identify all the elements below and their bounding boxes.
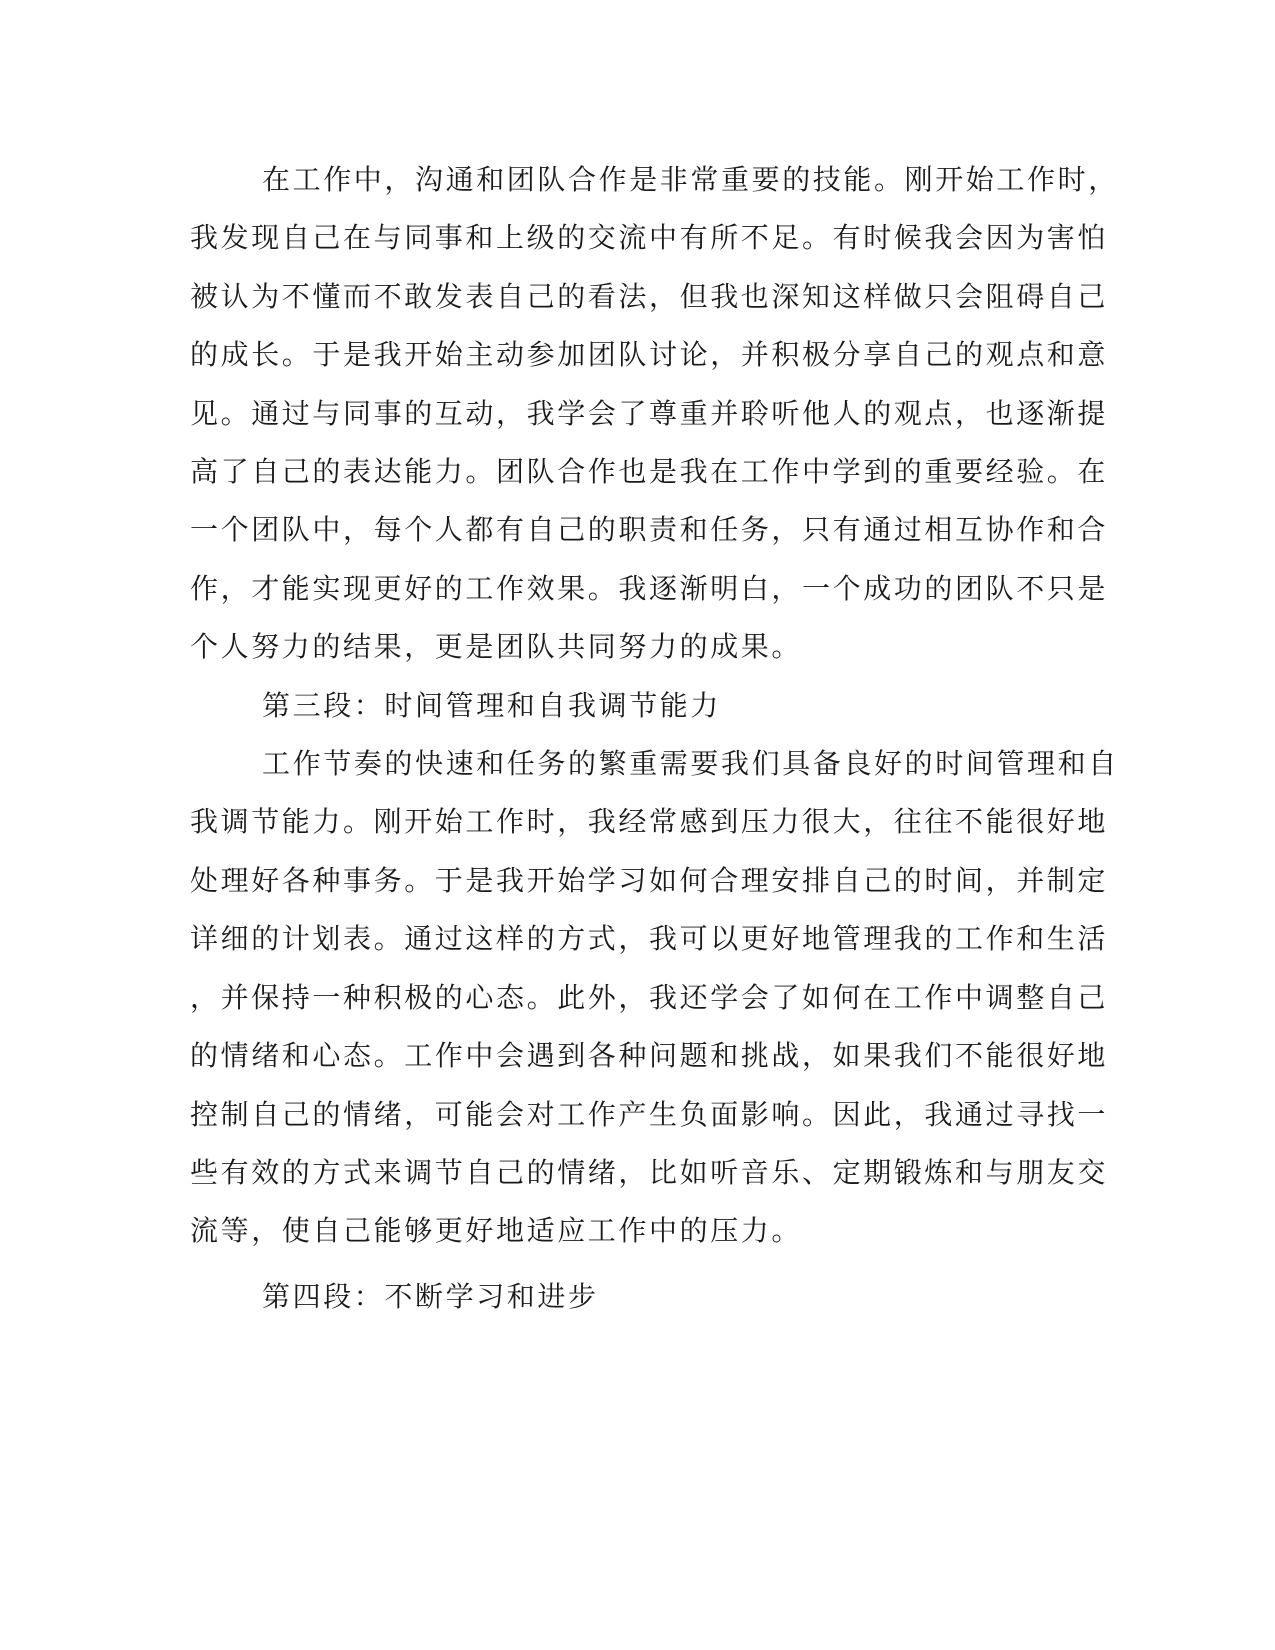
paragraph-line: 详细的计划表。通过这样的方式，我可以更好地管理我的工作和生活 <box>190 922 1109 955</box>
section-heading: 第四段：不断学习和进步 <box>262 1280 599 1313</box>
paragraph-line: 见。通过与同事的互动，我学会了尊重并聆听他人的观点，也逐渐提 <box>190 397 1109 430</box>
paragraph-line: 高了自己的表达能力。团队合作也是我在工作中学到的重要经验。在 <box>190 455 1109 488</box>
paragraph-line: 被认为不懂而不敢发表自己的看法，但我也深知这样做只会阻碍自己 <box>190 280 1109 313</box>
paragraph-line: 的成长。于是我开始主动参加团队讨论，并积极分享自己的观点和意 <box>190 338 1109 371</box>
paragraph-line: 工作节奏的快速和任务的繁重需要我们具备良好的时间管理和自 <box>262 747 1119 780</box>
section-heading: 第三段：时间管理和自我调节能力 <box>262 689 722 722</box>
paragraph-line: 我调节能力。刚开始工作时，我经常感到压力很大，往往不能很好地 <box>190 805 1109 838</box>
paragraph-line: 作，才能实现更好的工作效果。我逐渐明白，一个成功的团队不只是 <box>190 572 1109 605</box>
paragraph-line: 处理好各种事务。于是我开始学习如何合理安排自己的时间，并制定 <box>190 864 1109 897</box>
paragraph-line: 在工作中，沟通和团队合作是非常重要的技能。刚开始工作时， <box>262 163 1119 196</box>
paragraph-line: 我发现自己在与同事和上级的交流中有所不足。有时候我会因为害怕 <box>190 221 1109 254</box>
paragraph-line: 控制自己的情绪，可能会对工作产生负面影响。因此，我通过寻找一 <box>190 1098 1109 1131</box>
paragraph-line: 流等，使自己能够更好地适应工作中的压力。 <box>190 1214 803 1247</box>
paragraph-line: 的情绪和心态。工作中会遇到各种问题和挑战，如果我们不能很好地 <box>190 1039 1109 1072</box>
paragraph-line: 些有效的方式来调节自己的情绪，比如听音乐、定期锻炼和与朋友交 <box>190 1156 1109 1189</box>
paragraph-line: 个人努力的结果，更是团队共同努力的成果。 <box>190 630 803 663</box>
paragraph-line: 一个团队中，每个人都有自己的职责和任务，只有通过相互协作和合 <box>190 513 1109 546</box>
paragraph-line: ，并保持一种积极的心态。此外，我还学会了如何在工作中调整自己 <box>190 981 1109 1014</box>
